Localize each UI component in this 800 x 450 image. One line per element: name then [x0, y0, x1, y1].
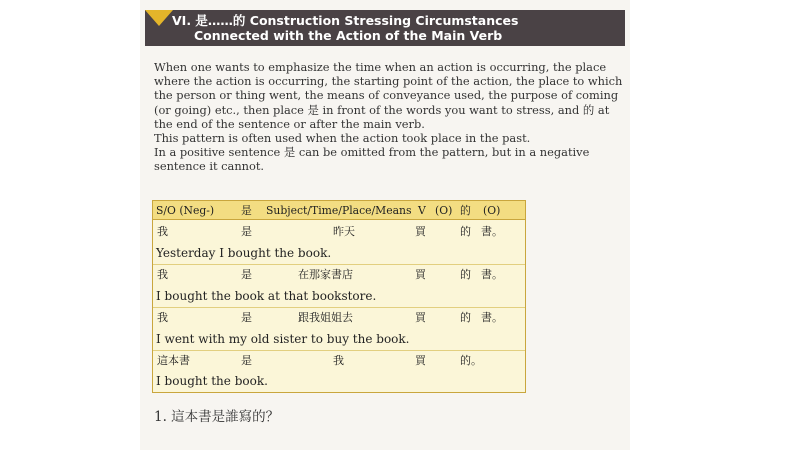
cell-verb: 買 [415, 225, 426, 238]
cell-circumstance: 在那家書店 [298, 268, 353, 281]
cell-shi: 是 [241, 268, 252, 281]
header-object-2: (O) [483, 204, 501, 217]
cell-verb: 買 [415, 354, 426, 367]
cell-circumstance: 我 [333, 354, 344, 367]
cell-de: 的。 [460, 354, 482, 367]
cell-verb: 買 [415, 311, 426, 324]
cell-shi: 是 [241, 225, 252, 238]
section-title-line-2: Connected with the Action of the Main Verb [194, 28, 503, 43]
row-translation: I went with my old sister to buy the book. [156, 332, 410, 346]
section-title-line-1: VI. 是……的 Construction Stressing Circumstances [172, 13, 519, 28]
header-object: (O) [435, 204, 453, 217]
cell-shi: 是 [241, 311, 252, 324]
cell-object: 書。 [481, 311, 503, 324]
intro-text [154, 60, 628, 174]
intro-paragraph-2: This pattern is often used when the action took place in the past. [154, 131, 531, 146]
header-shi: 是 [241, 204, 252, 217]
banner-triangle-icon [145, 10, 173, 26]
cell-de: 的 [460, 268, 471, 281]
cell-circumstance: 昨天 [333, 225, 355, 238]
cell-shi: 是 [241, 354, 252, 367]
table-row [153, 221, 525, 242]
pattern-table [152, 200, 526, 393]
header-subject: S/O (Neg-) [156, 204, 215, 217]
cell-circumstance: 跟我姐姐去 [298, 311, 353, 324]
cell-de: 的 [460, 311, 471, 324]
row-translation: I bought the book at that bookstore. [156, 289, 377, 303]
section-title [172, 13, 612, 43]
row-translation: Yesterday I bought the book. [156, 246, 332, 260]
exercise-question: 1. 這本書是誰寫的？ [154, 409, 280, 425]
header-circumstance: Subject/Time/Place/Means [266, 204, 412, 217]
row-translation: I bought the book. [156, 374, 268, 388]
table-row [153, 350, 525, 371]
header-de: 的 [460, 204, 471, 217]
intro-paragraph-3: In a positive sentence 是 can be omitted from the pattern, but in a negative sentence it cannot. [154, 145, 590, 174]
cell-object: 書。 [481, 225, 503, 238]
cell-subject: 我 [157, 268, 168, 281]
cell-de: 的 [460, 225, 471, 238]
cell-object: 書。 [481, 268, 503, 281]
cell-subject: 這本書 [157, 354, 190, 367]
header-verb: V [418, 204, 426, 217]
intro-paragraph-1: When one wants to emphasize the time when an action is occurring, the place where the action is occurring, the starting point of the action, the place to which the person or thing went, the means of conveyance used, the purpose of coming (or going) etc., then place 是 in front of the words you want to stress, and 的 at the end of the sentence or after the main verb. [154, 60, 623, 131]
cell-subject: 我 [157, 311, 168, 324]
cell-verb: 買 [415, 268, 426, 281]
cell-subject: 我 [157, 225, 168, 238]
table-header [153, 201, 525, 220]
table-row [153, 264, 525, 285]
table-row [153, 307, 525, 328]
